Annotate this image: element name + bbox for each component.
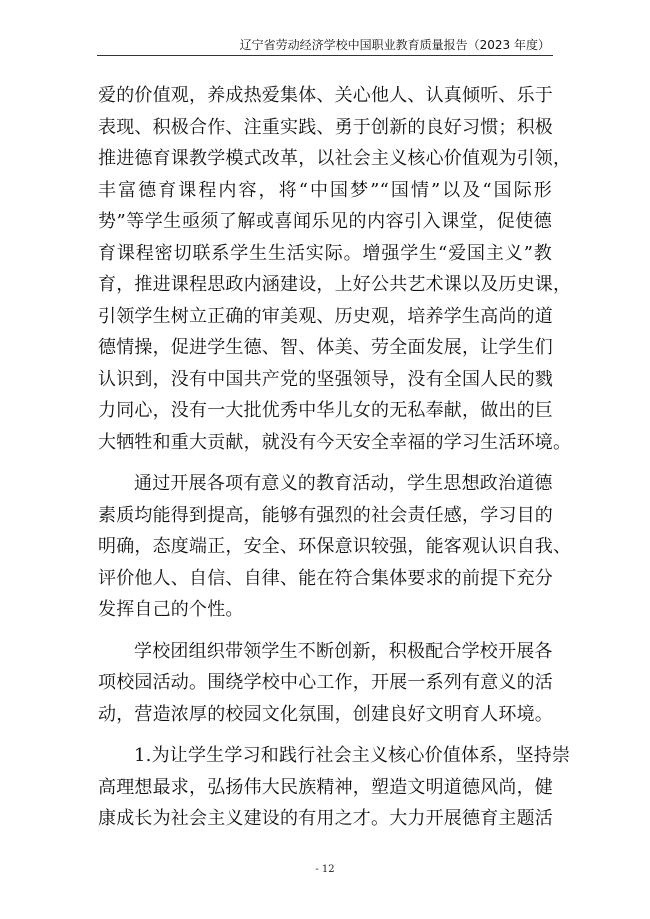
text-line: 认识到，没有中国共产党的坚强领导，没有全国人民的戮 [98,368,553,390]
text-line: 德情操，促进学生德、智、体美、劳全面发展，让学生们 [98,337,553,358]
text-line: 高理想最求，弘扬伟大民族精神，塑造文明道德风尚，健 [98,776,553,798]
text-line: 明确，态度端正，安全、环保意识较强，能客观认识自我、 [98,536,572,557]
paragraph-education-results [98,468,572,626]
text-line: 育，推进课程思政内涵建设，上好公共艺术课以及历史课， [98,274,572,295]
text-line: 推进德育课教学模式改革，以社会主义核心价值观为引领， [98,148,572,169]
text-line: 发挥自己的个性。 [98,599,244,620]
text-line: 势”等学生亟须了解或喜闻乐见的内容引入课堂，促使德 [98,211,552,232]
text-line: 1.为让学生学习和践行社会主义核心价值体系，坚持崇 [134,745,571,766]
text-line: 通过开展各项有意义的教育活动，学生思想政治道德 [134,473,553,494]
header-divider [97,55,553,56]
text-line: 大牺牲和重大贡献，就没有今天安全幸福的学习生活环境。 [98,431,572,453]
text-line: 评价他人、自信、自律、能在符合集体要求的前提下充分 [98,567,553,589]
text-line: 丰富德育课程内容，将“中国梦”“国情”以及“国际形 [98,179,552,201]
text-line: 素质均能得到提高，能够有强烈的社会责任感，学习目的 [98,504,553,526]
text-line: 学校团组织带领学生不断创新，积极配合学校开展各 [134,640,553,662]
text-line: 爱的价值观，养成热爱集体、关心他人、认真倾听、乐于 [98,85,553,106]
text-line: 引领学生树立正确的审美观、历史观，培养学生高尚的道 [98,305,553,327]
page-header-title: 辽宁省劳动经济学校中国职业教育质量报告（2023 年度） [239,38,550,52]
text-line: 表现、积极合作、注重实践、勇于创新的良好习惯；积极 [98,116,553,138]
text-line: 育课程密切联系学生生活实际。增强学生“爱国主义”教 [98,242,552,264]
text-line: 力同心，没有一大批优秀中华儿女的无私奉献，做出的巨 [98,400,553,421]
paragraph-core-values [98,740,571,835]
text-line: 康成长为社会主义建设的有用之才。大力开展德育主题活 [98,808,553,829]
paragraph-moral-education [98,80,572,458]
page-number: - 12 [315,864,335,875]
text-line: 项校园活动。围绕学校中心工作，开展一系列有意义的活 [98,672,553,693]
text-line: 动，营造浓厚的校园文化氛围，创建良好文明育人环境。 [98,703,553,725]
paragraph-youth-league [98,636,552,731]
document-body [98,80,572,845]
